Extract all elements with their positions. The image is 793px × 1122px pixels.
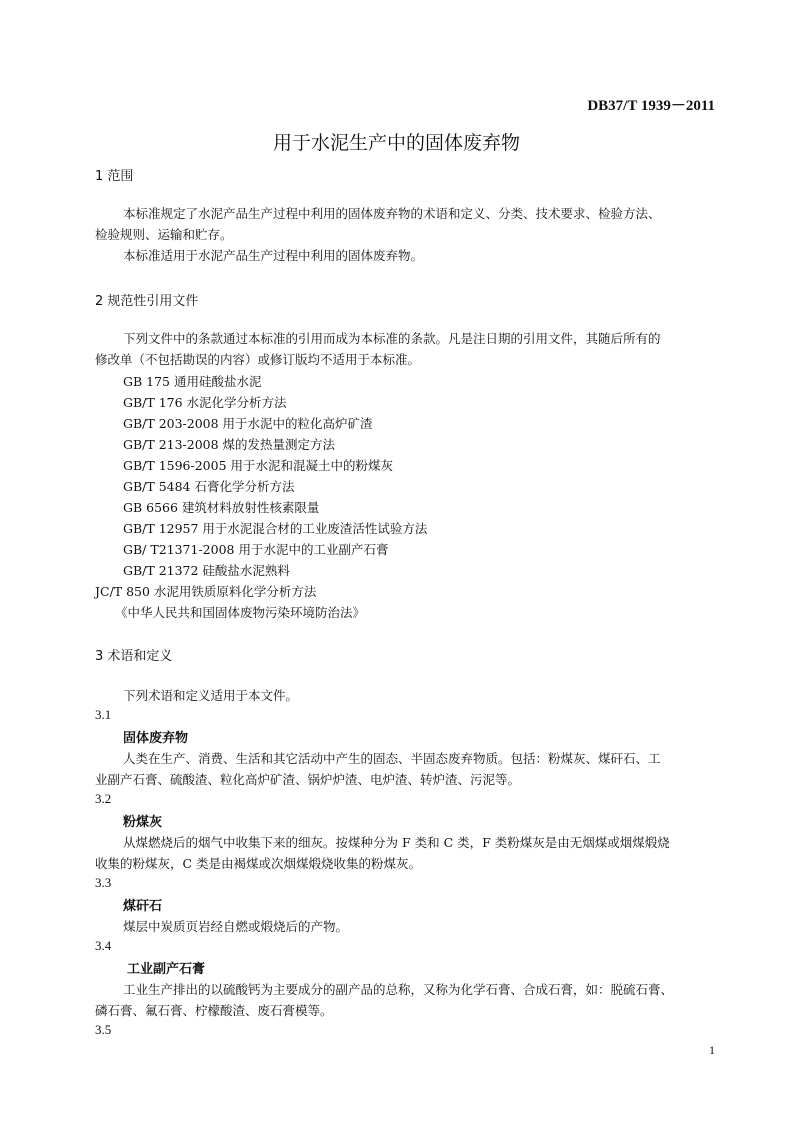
term-definition-line-2: 收集的粉煤灰，C 类是由褐煤或次烟煤煅烧收集的粉煤灰。 [95,856,422,871]
standard-number: DB37/T 1939－2011 [587,98,715,114]
reference-item: GB/T 21372 硅酸盐水泥熟料 [123,563,290,578]
reference-item: GB/T 213-2008 煤的发热量测定方法 [123,437,336,452]
term-number: 3.1 [95,707,112,722]
term-definition-line-1: 从煤燃烧后的烟气中收集下来的细灰。按煤种分为 F 类和 C 类，F 类粉煤灰是由无烟煤或烟煤煅烧 [123,835,670,850]
term-definition-line-1: 人类在生产、消费、生活和其它活动中产生的固态、半固态废弃物质。包括：粉煤灰、煤矸石、工 [123,751,661,766]
reference-item: GB 6566 建筑材料放射性核素限量 [123,500,320,515]
term-definition-line-1: 煤层中炭质页岩经自燃或煅烧后的产物。 [123,919,349,934]
reference-item: GB/T 5484 石膏化学分析方法 [123,479,295,494]
section-3-heading: 3 术语和定义 [95,649,173,664]
section-1-para-2: 本标准适用于水泥产品生产过程中利用的固体废弃物。 [123,248,424,263]
reference-item: GB 175 通用硅酸盐水泥 [123,374,262,389]
document-title: 用于水泥生产中的固体废弃物 [272,132,520,154]
term-number: 3.5 [95,1022,112,1037]
section-2-para-line-1: 下列文件中的条款通过本标准的引用而成为本标准的条款。凡是注日期的引用文件，其随后所有的 [123,331,661,346]
term-name: 工业副产石膏 [127,962,206,977]
term-number: 3.4 [95,938,112,953]
term-name: 粉煤灰 [123,815,163,830]
section-1-para-1-line-1: 本标准规定了水泥产品生产过程中利用的固体废弃物的术语和定义、分类、技术要求、检验方法、 [123,206,661,221]
reference-item: GB/T 1596-2005 用于水泥和混凝土中的粉煤灰 [123,458,394,473]
reference-item: GB/T 12957 用于水泥混合材的工业废渣活性试验方法 [123,521,428,536]
section-3-intro: 下列术语和定义适用于本文件。 [123,688,299,703]
section-1-para-1-line-2: 检验规则、运输和贮存。 [95,227,233,242]
term-definition-line-2: 磷石膏、氟石膏、柠檬酸渣、废石膏模等。 [95,1003,333,1018]
term-definition-line-1: 工业生产排出的以硫酸钙为主要成分的副产品的总称，又称为化学石膏、合成石膏，如：脱硫石膏、 [123,982,674,997]
term-name: 固体废弃物 [123,731,189,746]
term-name: 煤矸石 [123,899,163,914]
section-2-para-line-2: 修改单（不包括勘误的内容）或修订版均不适用于本标准。 [95,352,421,367]
term-number: 3.3 [95,875,112,890]
term-number: 3.2 [95,791,112,806]
reference-item: GB/T 203-2008 用于水泥中的粒化高炉矿渣 [123,416,373,431]
reference-item: 《中华人民共和国固体废物污染环境防治法》 [115,605,366,620]
reference-item: JC/T 850 水泥用铁质原料化学分析方法 [95,584,317,599]
reference-item: GB/ T21371-2008 用于水泥中的工业副产石膏 [123,542,389,557]
section-1-heading: 1 范围 [95,169,134,184]
term-definition-line-2: 业副产石膏、硫酸渣、粒化高炉矿渣、锅炉炉渣、电炉渣、转炉渣、污泥等。 [95,772,521,787]
reference-item: GB/T 176 水泥化学分析方法 [123,395,287,410]
page-number: 1 [709,1043,715,1057]
section-2-heading: 2 规范性引用文件 [95,294,199,309]
